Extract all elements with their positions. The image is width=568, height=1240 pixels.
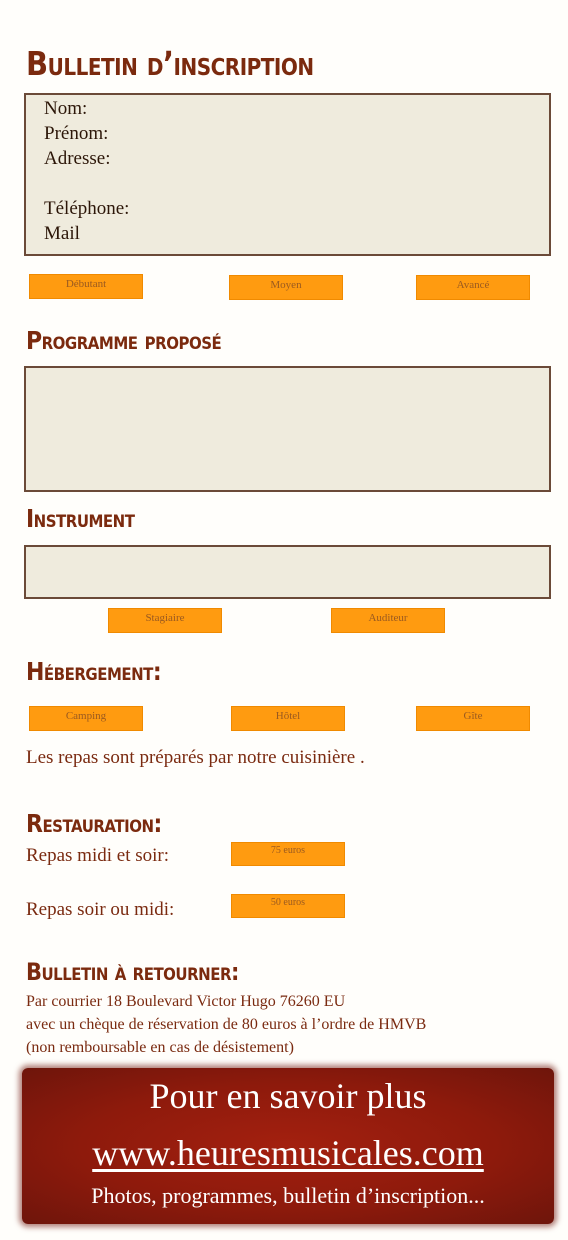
participation-auditeur-option[interactable]: Auditeur bbox=[331, 608, 445, 633]
programme-box[interactable] bbox=[24, 366, 551, 492]
retour-line2: avec un chèque de réservation de 80 euros à l’ordre de HMVB bbox=[26, 1016, 427, 1033]
label-adresse: Adresse: bbox=[44, 148, 111, 169]
banner-line1: Pour en savoir plus bbox=[149, 1076, 427, 1116]
title-programme: Programme proposé bbox=[26, 327, 222, 356]
label-nom: Nom: bbox=[44, 98, 88, 119]
title-instrument: Instrument bbox=[26, 505, 135, 534]
title-retour: Bulletin à retourner: bbox=[26, 958, 239, 986]
retour-line1: Par courrier 18 Boulevard Victor Hugo 76260 EU bbox=[26, 993, 346, 1010]
instrument-box[interactable] bbox=[24, 545, 551, 599]
label-prenom: Prénom: bbox=[44, 123, 109, 144]
info-banner bbox=[22, 1068, 554, 1224]
level-debutant-option[interactable]: Débutant bbox=[29, 274, 143, 299]
participation-stagiaire-option[interactable]: Stagiaire bbox=[108, 608, 222, 633]
lodging-camping-option[interactable]: Camping bbox=[29, 706, 143, 731]
meal-option2-price[interactable]: 50 euros bbox=[231, 894, 345, 918]
label-telephone: Téléphone: bbox=[44, 198, 130, 219]
label-mail: Mail bbox=[44, 223, 80, 244]
lodging-hotel-option[interactable]: Hôtel bbox=[231, 706, 345, 731]
title-hebergement: Hébergement: bbox=[26, 658, 162, 687]
title-restauration: Restauration: bbox=[26, 810, 162, 839]
level-moyen-option[interactable]: Moyen bbox=[229, 275, 343, 300]
lodging-gite-option[interactable]: Gîte bbox=[416, 706, 530, 731]
level-avance-option[interactable]: Avancé bbox=[416, 275, 530, 300]
meal-option2-label: Repas soir ou midi: bbox=[26, 899, 175, 920]
title-bulletin: Bulletin d’inscription bbox=[26, 44, 314, 84]
meals-note: Les repas sont préparés par notre cuisinière . bbox=[26, 747, 365, 768]
retour-line3: (non remboursable en cas de désistement) bbox=[26, 1039, 294, 1056]
meal-option1-price[interactable]: 75 euros bbox=[231, 842, 345, 866]
banner-line3: Photos, programmes, bulletin d’inscription... bbox=[91, 1183, 485, 1208]
contact-box[interactable] bbox=[24, 93, 551, 256]
meal-option1-label: Repas midi et soir: bbox=[26, 845, 170, 866]
banner-url-link[interactable]: www.heuresmusicales.com bbox=[92, 1133, 484, 1173]
